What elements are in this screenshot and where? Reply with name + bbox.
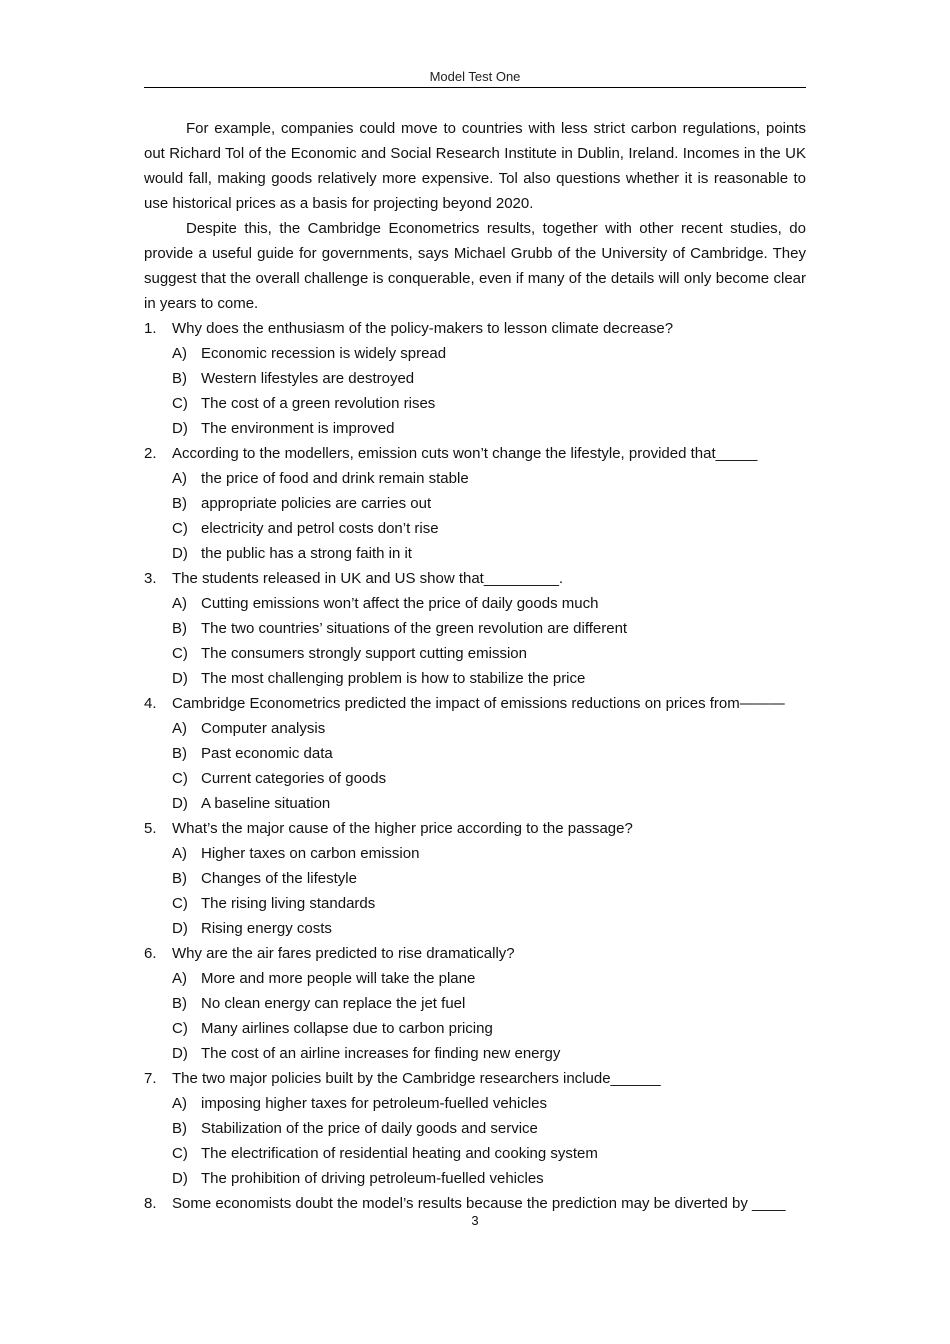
answer-option [172, 1091, 806, 1116]
answer-option [172, 516, 806, 541]
option-text: The cost of a green revolution rises [201, 395, 436, 412]
option-text: Higher taxes on carbon emission [201, 845, 420, 862]
option-label: A) [172, 1095, 187, 1112]
question-number: 5. [144, 820, 157, 837]
answer-option [172, 366, 806, 391]
document-body [144, 116, 806, 1216]
answer-option [172, 591, 806, 616]
option-label: D) [172, 545, 188, 562]
option-text: electricity and petrol costs don’t rise [201, 520, 439, 537]
option-label: C) [172, 1145, 188, 1162]
answer-option [172, 991, 806, 1016]
question-5 [144, 816, 806, 841]
option-label: B) [172, 495, 187, 512]
question-6 [144, 941, 806, 966]
option-label: A) [172, 345, 187, 362]
question-text: Cambridge Econometrics predicted the impact of emissions reductions on prices from——— [172, 695, 785, 712]
question-text: Why are the air fares predicted to rise dramatically? [172, 945, 515, 962]
option-label: D) [172, 420, 188, 437]
option-text: Past economic data [201, 745, 333, 762]
option-text: The prohibition of driving petroleum-fuelled vehicles [201, 1170, 544, 1187]
option-text: Changes of the lifestyle [201, 870, 357, 887]
option-label: A) [172, 970, 187, 987]
option-text: The cost of an airline increases for finding new energy [201, 1045, 561, 1062]
option-text: A baseline situation [201, 795, 331, 812]
question-text: Why does the enthusiasm of the policy-makers to lesson climate decrease? [172, 320, 674, 337]
option-text: The electrification of residential heating and cooking system [201, 1145, 598, 1162]
option-text: Cutting emissions won’t affect the price of daily goods much [201, 595, 599, 612]
page-header-title: Model Test One [429, 69, 521, 84]
option-label: D) [172, 1045, 188, 1062]
question-3 [144, 566, 806, 591]
question-text: The students released in UK and US show that_________. [172, 570, 564, 587]
option-label: D) [172, 920, 188, 937]
option-label: B) [172, 745, 187, 762]
option-text: Computer analysis [201, 720, 326, 737]
option-text: No clean energy can replace the jet fuel [201, 995, 466, 1012]
option-text: The environment is improved [201, 420, 395, 437]
option-text: More and more people will take the plane [201, 970, 476, 987]
question-text: Some economists doubt the model’s results because the prediction may be diverted by ____ [172, 1195, 786, 1212]
option-label: B) [172, 995, 187, 1012]
option-label: D) [172, 670, 188, 687]
option-text: Stabilization of the price of daily goods and service [201, 1120, 538, 1137]
paragraph: For example, companies could move to countries with less strict carbon regulations, points out Richard Tol of the Economic and Social Research Institute in Dublin, Ireland. Incomes in the UK would fall, making goods relatively more expensive. Tol also questions whether it is reasonable to use historical prices as a basis for projecting beyond 2020. [144, 120, 806, 212]
option-text: Economic recession is widely spread [201, 345, 447, 362]
option-label: C) [172, 770, 188, 787]
header-rule [144, 87, 806, 88]
answer-option [172, 541, 806, 566]
answer-option [172, 841, 806, 866]
answer-option [172, 716, 806, 741]
answer-option [172, 1116, 806, 1141]
answer-option [172, 741, 806, 766]
answer-option [172, 766, 806, 791]
option-text: The rising living standards [201, 895, 376, 912]
paragraph: Despite this, the Cambridge Econometrics results, together with other recent studies, do provide a useful guide for governments, says Michael Grubb of the University of Cambridge. They suggest that the overall challenge is conquerable, even if many of the details will only become clear in years to come. [144, 220, 806, 312]
question-number: 6. [144, 945, 157, 962]
question-number: 4. [144, 695, 157, 712]
answer-option [172, 466, 806, 491]
option-text: The most challenging problem is how to stabilize the price [201, 670, 586, 687]
answer-option [172, 641, 806, 666]
option-label: A) [172, 845, 187, 862]
option-label: D) [172, 795, 188, 812]
option-label: C) [172, 520, 188, 537]
question-4 [144, 691, 806, 716]
answer-option [172, 666, 806, 691]
question-text: According to the modellers, emission cuts won’t change the lifestyle, provided that_____ [172, 445, 758, 462]
answer-option [172, 491, 806, 516]
option-text: imposing higher taxes for petroleum-fuelled vehicles [201, 1095, 548, 1112]
option-text: the public has a strong faith in it [201, 545, 412, 562]
option-label: D) [172, 1170, 188, 1187]
option-label: A) [172, 720, 187, 737]
option-text: Current categories of goods [201, 770, 387, 787]
answer-option [172, 916, 806, 941]
answer-option [172, 791, 806, 816]
answer-option [172, 866, 806, 891]
question-number: 8. [144, 1195, 157, 1212]
option-text: The consumers strongly support cutting emission [201, 645, 527, 662]
answer-option [172, 1166, 806, 1191]
question-1 [144, 316, 806, 341]
option-text: appropriate policies are carries out [201, 495, 432, 512]
option-label: B) [172, 370, 187, 387]
answer-option [172, 1141, 806, 1166]
answer-option [172, 416, 806, 441]
option-label: A) [172, 470, 187, 487]
question-7 [144, 1066, 806, 1091]
option-label: C) [172, 895, 188, 912]
answer-option [172, 616, 806, 641]
option-label: B) [172, 1120, 187, 1137]
option-text: Western lifestyles are destroyed [201, 370, 415, 387]
option-text: Many airlines collapse due to carbon pricing [201, 1020, 493, 1037]
answer-option [172, 341, 806, 366]
question-number: 3. [144, 570, 157, 587]
question-2 [144, 441, 806, 466]
answer-option [172, 1041, 806, 1066]
question-number: 7. [144, 1070, 157, 1087]
answer-option [172, 391, 806, 416]
answer-option [172, 1016, 806, 1041]
option-text: Rising energy costs [201, 920, 332, 937]
page-number: 3 [471, 1213, 479, 1228]
answer-option [172, 966, 806, 991]
option-label: C) [172, 395, 188, 412]
option-text: The two countries’ situations of the green revolution are different [201, 620, 628, 637]
question-number: 2. [144, 445, 157, 462]
option-text: the price of food and drink remain stable [201, 470, 469, 487]
question-list [144, 316, 806, 1216]
question-text: The two major policies built by the Cambridge researchers include______ [172, 1070, 661, 1087]
option-label: B) [172, 870, 187, 887]
option-label: C) [172, 1020, 188, 1037]
option-label: B) [172, 620, 187, 637]
question-text: What’s the major cause of the higher price according to the passage? [172, 820, 633, 837]
option-label: C) [172, 645, 188, 662]
question-number: 1. [144, 320, 157, 337]
option-label: A) [172, 595, 187, 612]
answer-option [172, 891, 806, 916]
